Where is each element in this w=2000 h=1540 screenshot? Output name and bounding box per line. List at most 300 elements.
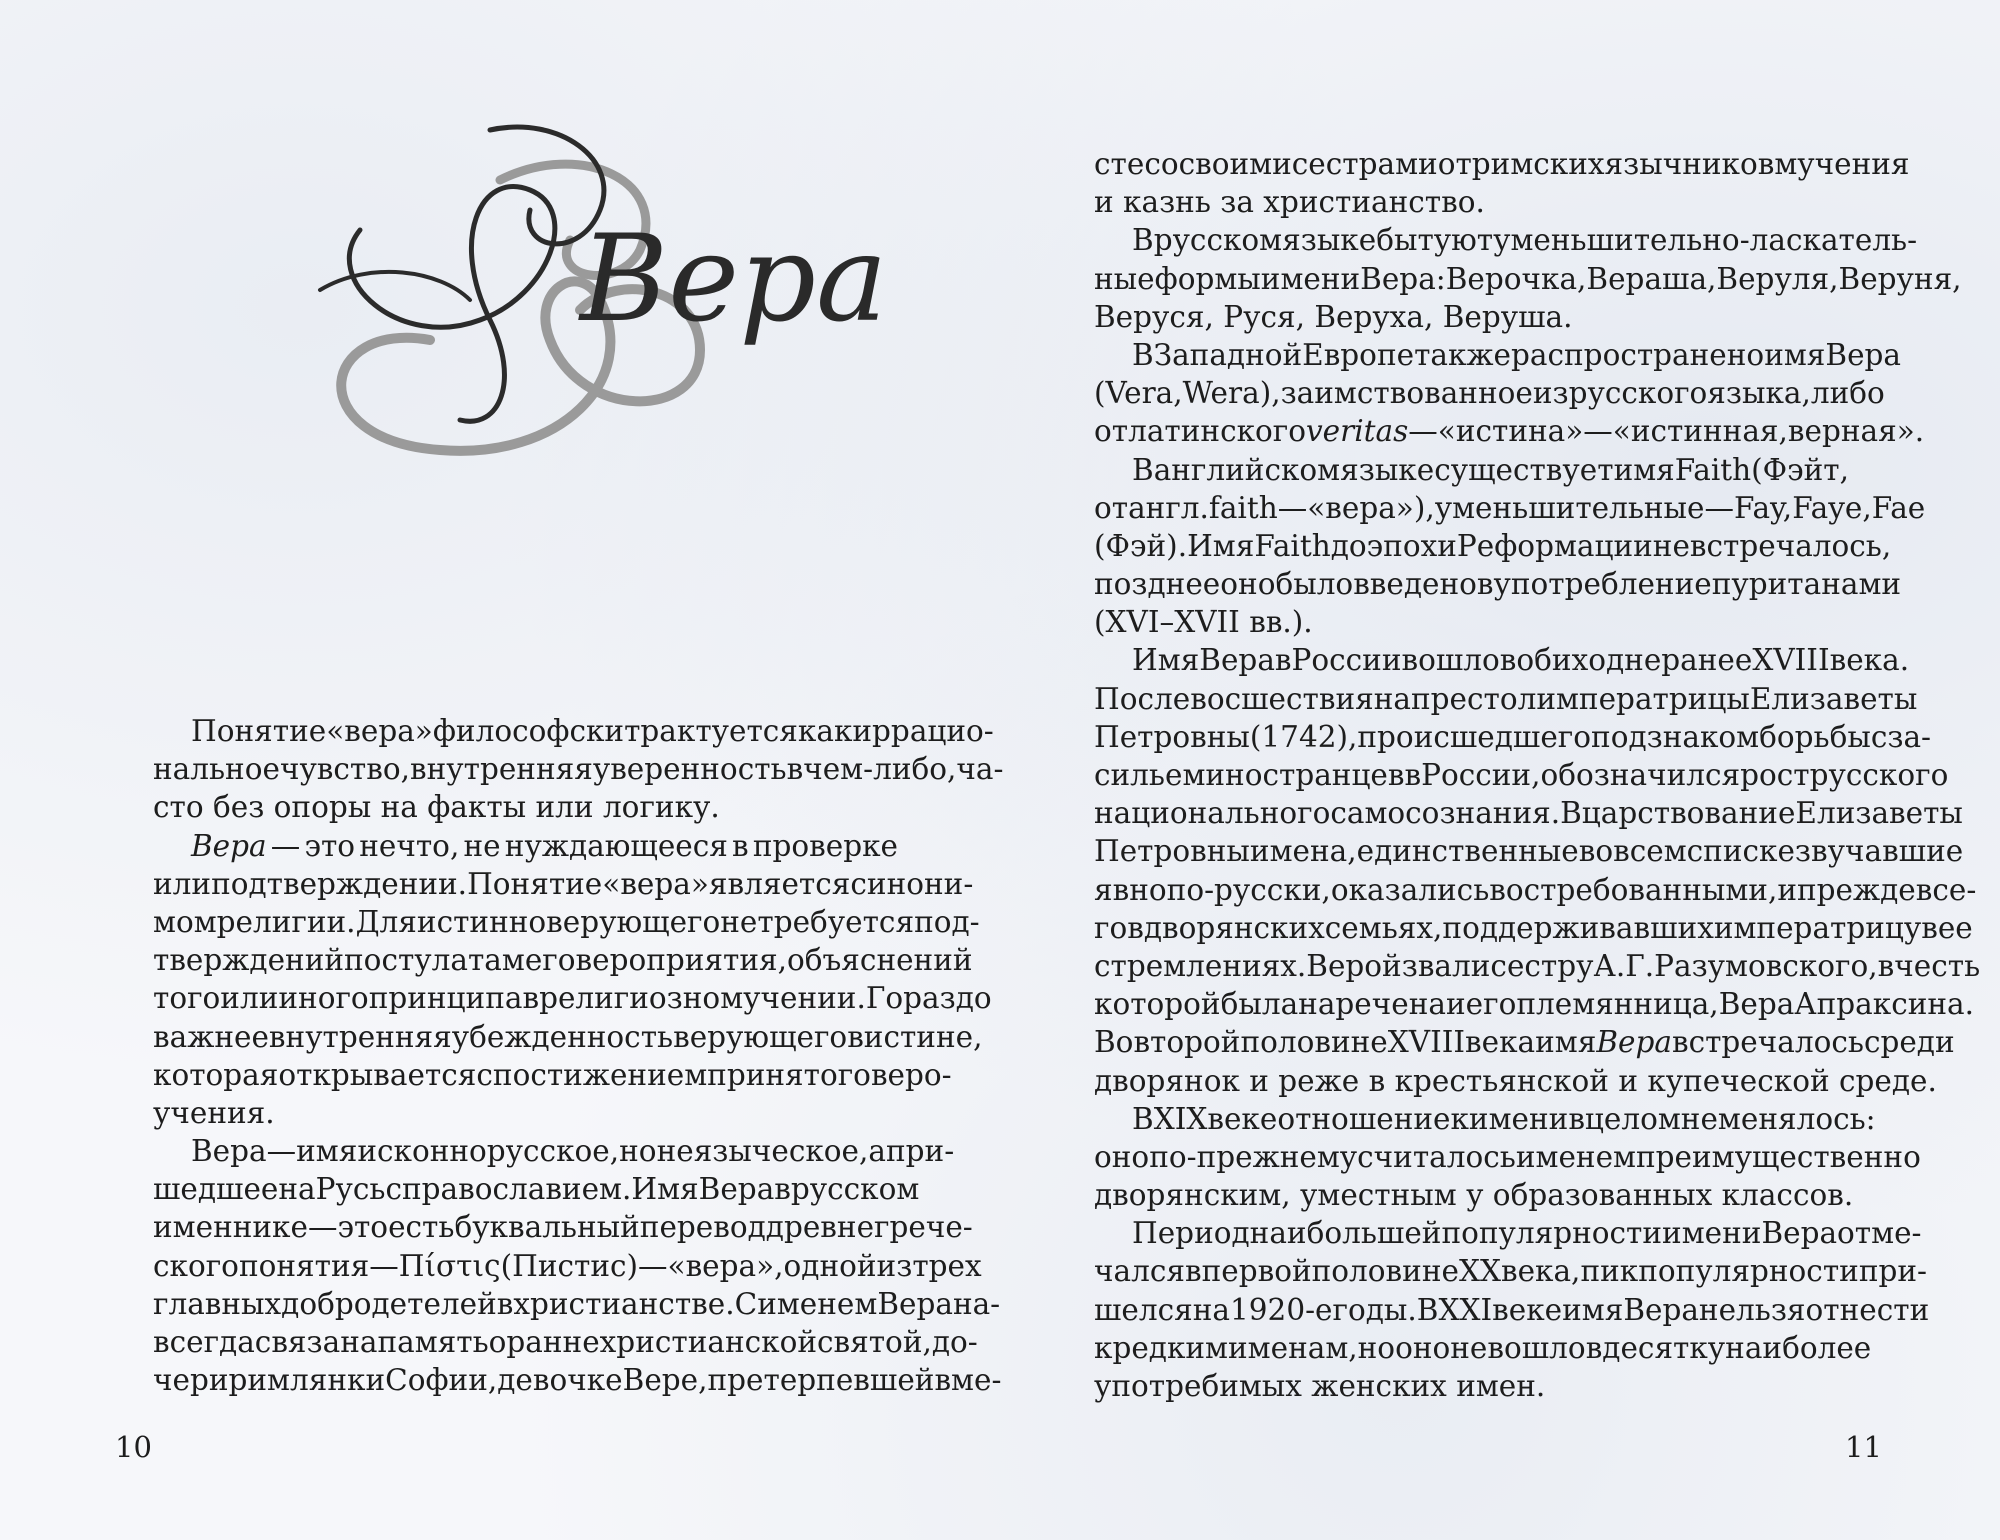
word: православием. — [401, 1172, 632, 1207]
text-line — [1094, 260, 1962, 298]
page-number-right: 11 — [1845, 1430, 1882, 1464]
word: Петровны — [1094, 719, 1250, 754]
word: раннехристианской — [506, 1325, 817, 1359]
word: Faith — [1674, 452, 1752, 487]
word: русское, — [486, 1134, 620, 1169]
word: чувство, — [279, 752, 410, 787]
word: веке — [1492, 1292, 1563, 1327]
word: менялось: — [1717, 1101, 1876, 1136]
word: Понятие — [467, 866, 603, 901]
word: сте — [1094, 147, 1145, 181]
word: всегда — [153, 1325, 255, 1359]
word: убежденность — [451, 1019, 674, 1054]
word: самосознания. — [1330, 796, 1561, 831]
word: в — [1877, 948, 1895, 983]
word: тверждений — [153, 943, 345, 978]
word: до — [1330, 528, 1367, 563]
word: С — [734, 1286, 758, 1321]
word: нечто, — [359, 828, 460, 863]
word: оно — [1220, 567, 1276, 602]
word: имена, — [1249, 834, 1357, 869]
word: имени — [1260, 261, 1361, 296]
text-line — [1094, 1291, 1930, 1329]
word: с — [476, 1057, 493, 1092]
word: веке — [1207, 1101, 1278, 1136]
word: не — [1680, 1101, 1718, 1136]
word: восшествия — [1190, 681, 1374, 716]
word: с — [1870, 719, 1888, 754]
word: Софии, — [385, 1363, 498, 1398]
text-line — [1094, 603, 1839, 641]
word: в — [1921, 910, 1938, 945]
word: половине — [1240, 1025, 1388, 1060]
word: одной — [783, 1248, 877, 1283]
word: была — [1220, 987, 1299, 1022]
word: которой — [1094, 987, 1221, 1022]
word: (Фэй). — [1094, 528, 1188, 563]
word: Faye, — [1792, 490, 1872, 525]
text-line — [1094, 336, 1902, 374]
word: Русь — [315, 1172, 386, 1207]
word: (Пистис) — [500, 1248, 639, 1283]
word: ча- — [956, 752, 1004, 787]
word: (Vera, — [1094, 376, 1183, 411]
word: — — [1583, 414, 1613, 449]
word: философски — [432, 714, 625, 748]
text-line — [153, 1323, 978, 1361]
word: исконно — [357, 1134, 487, 1169]
line-text: употребимых женских имен. — [1094, 1369, 1546, 1403]
word: языке — [1340, 452, 1435, 487]
text-line — [153, 1247, 982, 1285]
word: Вераша, — [1586, 261, 1717, 296]
word: Вера — [1825, 337, 1902, 372]
word: претерпевшей — [707, 1363, 935, 1398]
word: обозначился — [1540, 758, 1741, 792]
word: английском — [1153, 452, 1341, 487]
text-line — [153, 979, 992, 1017]
text-line — [1094, 221, 1918, 259]
word: В — [1132, 1101, 1154, 1136]
word: вошло — [1401, 643, 1500, 678]
word: рост — [1740, 758, 1810, 792]
word: В — [1132, 452, 1154, 487]
word: к — [1094, 1330, 1113, 1365]
word: это — [304, 828, 356, 863]
word: среди — [1863, 1025, 1955, 1060]
text-line — [1094, 1023, 1955, 1061]
word: явно — [1094, 872, 1167, 907]
word: XIX — [1153, 1101, 1208, 1136]
word: англ. — [1128, 490, 1209, 525]
word: вме- — [934, 1363, 1002, 1398]
word: христианстве. — [513, 1286, 735, 1321]
word: шелся — [1094, 1292, 1193, 1327]
word: Имя — [631, 1172, 699, 1207]
word: со — [1144, 147, 1179, 181]
word: именем — [1515, 1139, 1636, 1174]
text-line — [1094, 641, 1910, 679]
word: Реформации — [1456, 528, 1653, 563]
text-line — [153, 788, 898, 826]
word: Πίστις — [398, 1248, 501, 1283]
word: Елизаветы — [1795, 796, 1963, 831]
text-line — [1094, 183, 1839, 221]
word: В — [1560, 796, 1582, 831]
word: пик — [1580, 1254, 1639, 1289]
word: второй — [1133, 1025, 1241, 1060]
word: Вера — [1596, 1025, 1672, 1060]
word: открывается — [278, 1057, 477, 1092]
word: или — [153, 866, 212, 901]
word: святой, — [817, 1325, 932, 1359]
word: Вера — [1718, 987, 1795, 1022]
word: его — [1465, 987, 1517, 1022]
word: о — [488, 1325, 507, 1359]
word: не — [720, 904, 758, 939]
word: Петровны — [1094, 834, 1250, 869]
word: вероприятия, — [575, 943, 788, 978]
word: Вера — [1199, 643, 1275, 678]
word: отнести — [1805, 1292, 1930, 1327]
word: А.Г. — [1593, 948, 1655, 983]
word: Разумовского, — [1654, 948, 1878, 983]
word: языке — [1282, 223, 1377, 258]
word: имя — [296, 1134, 358, 1169]
word: — — [307, 1210, 338, 1245]
word: с — [385, 1172, 402, 1207]
word: в — [1127, 910, 1144, 945]
word: ее — [1937, 910, 1973, 945]
word: сестрами — [1291, 147, 1438, 181]
word: русского — [1809, 758, 1949, 792]
word: происшедшего — [1357, 719, 1592, 754]
word: уверенность — [592, 752, 787, 787]
word: всем — [1613, 834, 1687, 869]
word: не — [1652, 528, 1690, 563]
word: чался — [1094, 1254, 1185, 1289]
word: Понятие — [191, 714, 327, 748]
word: — — [1277, 490, 1308, 525]
word: римских — [1471, 147, 1605, 181]
word: под — [1591, 719, 1647, 754]
text-line — [1094, 832, 1964, 870]
word: отношение — [1277, 1101, 1451, 1136]
text-line — [1094, 1214, 1922, 1252]
word: по-русски, — [1166, 872, 1331, 907]
word: века. — [1829, 643, 1910, 678]
word: Верочка, — [1445, 261, 1587, 296]
word: трактуется — [624, 714, 798, 748]
word: Fay, — [1734, 490, 1793, 525]
word: при- — [885, 1134, 955, 1169]
word: оказались — [1330, 872, 1490, 907]
word: половине — [1311, 1254, 1459, 1289]
word: поддерживавших — [1442, 910, 1714, 945]
word: римлянки — [228, 1363, 386, 1398]
word: считалось — [1357, 1139, 1516, 1174]
word: латинского — [1128, 414, 1307, 449]
word: Вера — [698, 1172, 775, 1207]
text-line — [153, 865, 974, 903]
word: России, — [1421, 758, 1541, 792]
word: единственные — [1356, 834, 1579, 869]
word: добродетелей — [281, 1286, 497, 1321]
word: формы — [1154, 261, 1261, 296]
word: наиболее — [1725, 1330, 1872, 1365]
text-line — [1094, 680, 1918, 718]
word: в — [1476, 567, 1494, 602]
text-line — [1094, 565, 1902, 603]
line-text: дворянским, уместным у образованных классов. — [1094, 1178, 1854, 1213]
text-line — [153, 1056, 952, 1094]
word: — — [369, 1248, 399, 1283]
word: древнегрече- — [765, 1210, 973, 1245]
word: чем-либо, — [803, 752, 957, 787]
word: нальное — [153, 752, 280, 787]
word: внутренняя — [410, 752, 593, 787]
word: в — [774, 1172, 791, 1207]
word: требуется — [757, 904, 915, 939]
word: и — [1777, 872, 1797, 907]
word: того — [153, 981, 221, 1016]
text-line — [1094, 374, 1885, 412]
word: популярности — [1441, 1216, 1663, 1251]
word: не — [656, 1134, 694, 1169]
word: именнике — [153, 1210, 308, 1245]
word: Верой — [1306, 948, 1402, 983]
text-line — [1094, 298, 1839, 336]
word: подтверждении. — [211, 866, 468, 901]
word: главных — [153, 1286, 282, 1321]
word: важнее — [153, 1019, 269, 1054]
text-line — [1094, 527, 1892, 565]
text-line — [1094, 1062, 1937, 1100]
text-line — [1094, 489, 1926, 527]
word: синони- — [850, 866, 974, 901]
word: XXI — [1438, 1292, 1493, 1327]
word: племянница, — [1516, 987, 1719, 1022]
line-text: учения. — [153, 1095, 275, 1130]
text-line — [1094, 871, 1977, 909]
word: по-прежнему — [1149, 1139, 1358, 1174]
word: XX — [1458, 1254, 1501, 1289]
word: принятого — [707, 1057, 871, 1092]
word: в — [522, 981, 540, 1016]
word: на- — [952, 1286, 1001, 1321]
word: национального — [1094, 796, 1331, 831]
word: религии. — [216, 904, 356, 939]
word: В — [1132, 337, 1154, 372]
word: именам, — [1228, 1330, 1358, 1365]
word: нуждающееся — [504, 828, 728, 863]
word: семьях, — [1324, 910, 1443, 945]
word: имя — [1764, 337, 1826, 372]
word: Имя — [1187, 528, 1255, 563]
word: учении. — [743, 981, 866, 1016]
word: как — [797, 714, 853, 748]
word: имя — [1613, 452, 1675, 487]
word: оно — [1395, 1330, 1451, 1365]
word: из — [1532, 376, 1569, 411]
word: из — [876, 1248, 913, 1283]
word: своими — [1178, 147, 1292, 181]
word: вошло — [1487, 1330, 1586, 1365]
word: популярности — [1638, 1254, 1859, 1289]
word: связана — [254, 1325, 378, 1359]
word: Во — [1094, 1025, 1134, 1060]
word: его — [524, 943, 576, 978]
text-line — [153, 1094, 898, 1132]
word: наречена — [1298, 987, 1446, 1022]
text-line — [1094, 1367, 1839, 1405]
word: языческое, — [693, 1134, 869, 1169]
word: Период — [1132, 1216, 1250, 1251]
text-line — [1094, 1176, 1854, 1214]
word: го — [1094, 910, 1128, 945]
word: «вера» — [326, 714, 433, 748]
word: это — [337, 1210, 389, 1245]
word: от — [1437, 147, 1472, 181]
word: до- — [931, 1325, 978, 1359]
word: России — [1291, 643, 1402, 678]
word: звали — [1401, 948, 1491, 983]
word: имя — [1535, 1025, 1597, 1060]
text-line — [1094, 1252, 1927, 1290]
word: престол — [1410, 681, 1537, 716]
word: знаком — [1646, 719, 1760, 754]
text-line — [1094, 718, 1932, 756]
word: истинно — [416, 904, 547, 939]
word: Вера — [191, 1134, 267, 1169]
word: но — [1357, 1330, 1396, 1365]
text-line — [1094, 1138, 1921, 1176]
text-line — [1094, 412, 1925, 450]
word: верующего — [673, 1019, 848, 1054]
word: В — [1416, 1292, 1439, 1327]
word: После — [1094, 681, 1191, 716]
word: существует — [1434, 452, 1614, 487]
text-line — [1094, 985, 1975, 1023]
word: мучения — [1774, 147, 1910, 181]
text-line — [153, 1285, 1001, 1323]
text-line — [153, 1018, 983, 1056]
word: (1742), — [1249, 719, 1358, 754]
text-line — [1094, 1100, 1876, 1138]
text-line — [153, 941, 973, 979]
word: десятку — [1602, 1330, 1726, 1365]
word: введено — [1353, 567, 1477, 602]
word: позднее — [1094, 567, 1221, 602]
word: ского — [153, 1248, 239, 1283]
word: Вера — [191, 828, 267, 863]
word: не — [463, 828, 501, 863]
text-line — [153, 1170, 920, 1208]
word: Европе — [1302, 337, 1415, 372]
text-line — [153, 827, 898, 865]
word: имени — [1662, 1216, 1762, 1251]
word: истине, — [863, 1019, 983, 1054]
word: дворянских — [1143, 910, 1325, 945]
line-text: сто без опоры на факты или логику. — [153, 790, 720, 825]
word: распространено — [1511, 337, 1765, 372]
word: списке — [1686, 834, 1795, 869]
word: борьбы — [1759, 719, 1871, 754]
word: в — [1184, 1254, 1202, 1289]
word: языка, — [1707, 376, 1811, 411]
word: постулатам — [344, 943, 525, 978]
word: «вера» — [602, 866, 709, 901]
word: стремлениях. — [1094, 948, 1307, 983]
word: в — [732, 828, 749, 863]
word: пуританами — [1711, 567, 1902, 602]
word: постижением — [492, 1057, 708, 1092]
word: оно — [1094, 1139, 1150, 1174]
text-line — [1094, 451, 1850, 489]
word: эпохи — [1366, 528, 1457, 563]
word: Веруля, — [1716, 261, 1839, 296]
line-text: (XVI–XVII вв.). — [1094, 605, 1313, 640]
word: веро- — [870, 1057, 952, 1092]
word: в — [1568, 1101, 1585, 1136]
word: под- — [914, 904, 980, 939]
word: имя — [1562, 1292, 1624, 1327]
word: сестру — [1490, 948, 1594, 983]
text-line — [1094, 794, 1963, 832]
word: целом — [1584, 1101, 1681, 1136]
line-text: дворянок и реже в крестьянской и купеческой среде. — [1094, 1063, 1937, 1098]
word: наибольшей — [1249, 1216, 1442, 1251]
word: в — [1404, 758, 1422, 792]
word: Апраксина. — [1794, 987, 1975, 1022]
text-line — [1094, 145, 1910, 183]
word: есть — [388, 1210, 455, 1245]
word: встречалось, — [1689, 528, 1892, 563]
word: «вера»), — [1307, 490, 1435, 525]
word: иностранцев — [1205, 758, 1405, 792]
word: императрицу — [1713, 910, 1922, 945]
word: первой — [1201, 1254, 1312, 1289]
word: в — [847, 1019, 864, 1054]
word: ранее — [1661, 643, 1753, 678]
word: или — [220, 981, 279, 1016]
word: но — [619, 1134, 657, 1169]
word: язычников — [1604, 147, 1775, 181]
word: faith — [1208, 490, 1278, 525]
word: было — [1275, 567, 1354, 602]
title-calligraphy — [280, 120, 920, 490]
word: царствование — [1581, 796, 1796, 831]
word: Для — [355, 904, 417, 939]
word: — — [1408, 414, 1438, 449]
word: звучавшие — [1794, 834, 1964, 869]
word: востребованными, — [1489, 872, 1778, 907]
word: на — [1373, 681, 1411, 716]
text-line — [153, 903, 980, 941]
word: религиозном — [539, 981, 744, 1016]
word: честь — [1894, 948, 1981, 983]
word: либо — [1810, 376, 1885, 411]
word: XVIII — [1387, 1025, 1466, 1060]
title-word: Вера — [580, 210, 888, 349]
line-text: Веруся, Руся, Веруха, Веруша. — [1094, 299, 1573, 334]
text-line — [1094, 947, 1981, 985]
word: уменьшительные — [1434, 490, 1705, 525]
word: верующего — [546, 904, 721, 939]
word: к — [1450, 1101, 1469, 1136]
word: отме- — [1837, 1216, 1922, 1251]
word: которая — [153, 1057, 279, 1092]
